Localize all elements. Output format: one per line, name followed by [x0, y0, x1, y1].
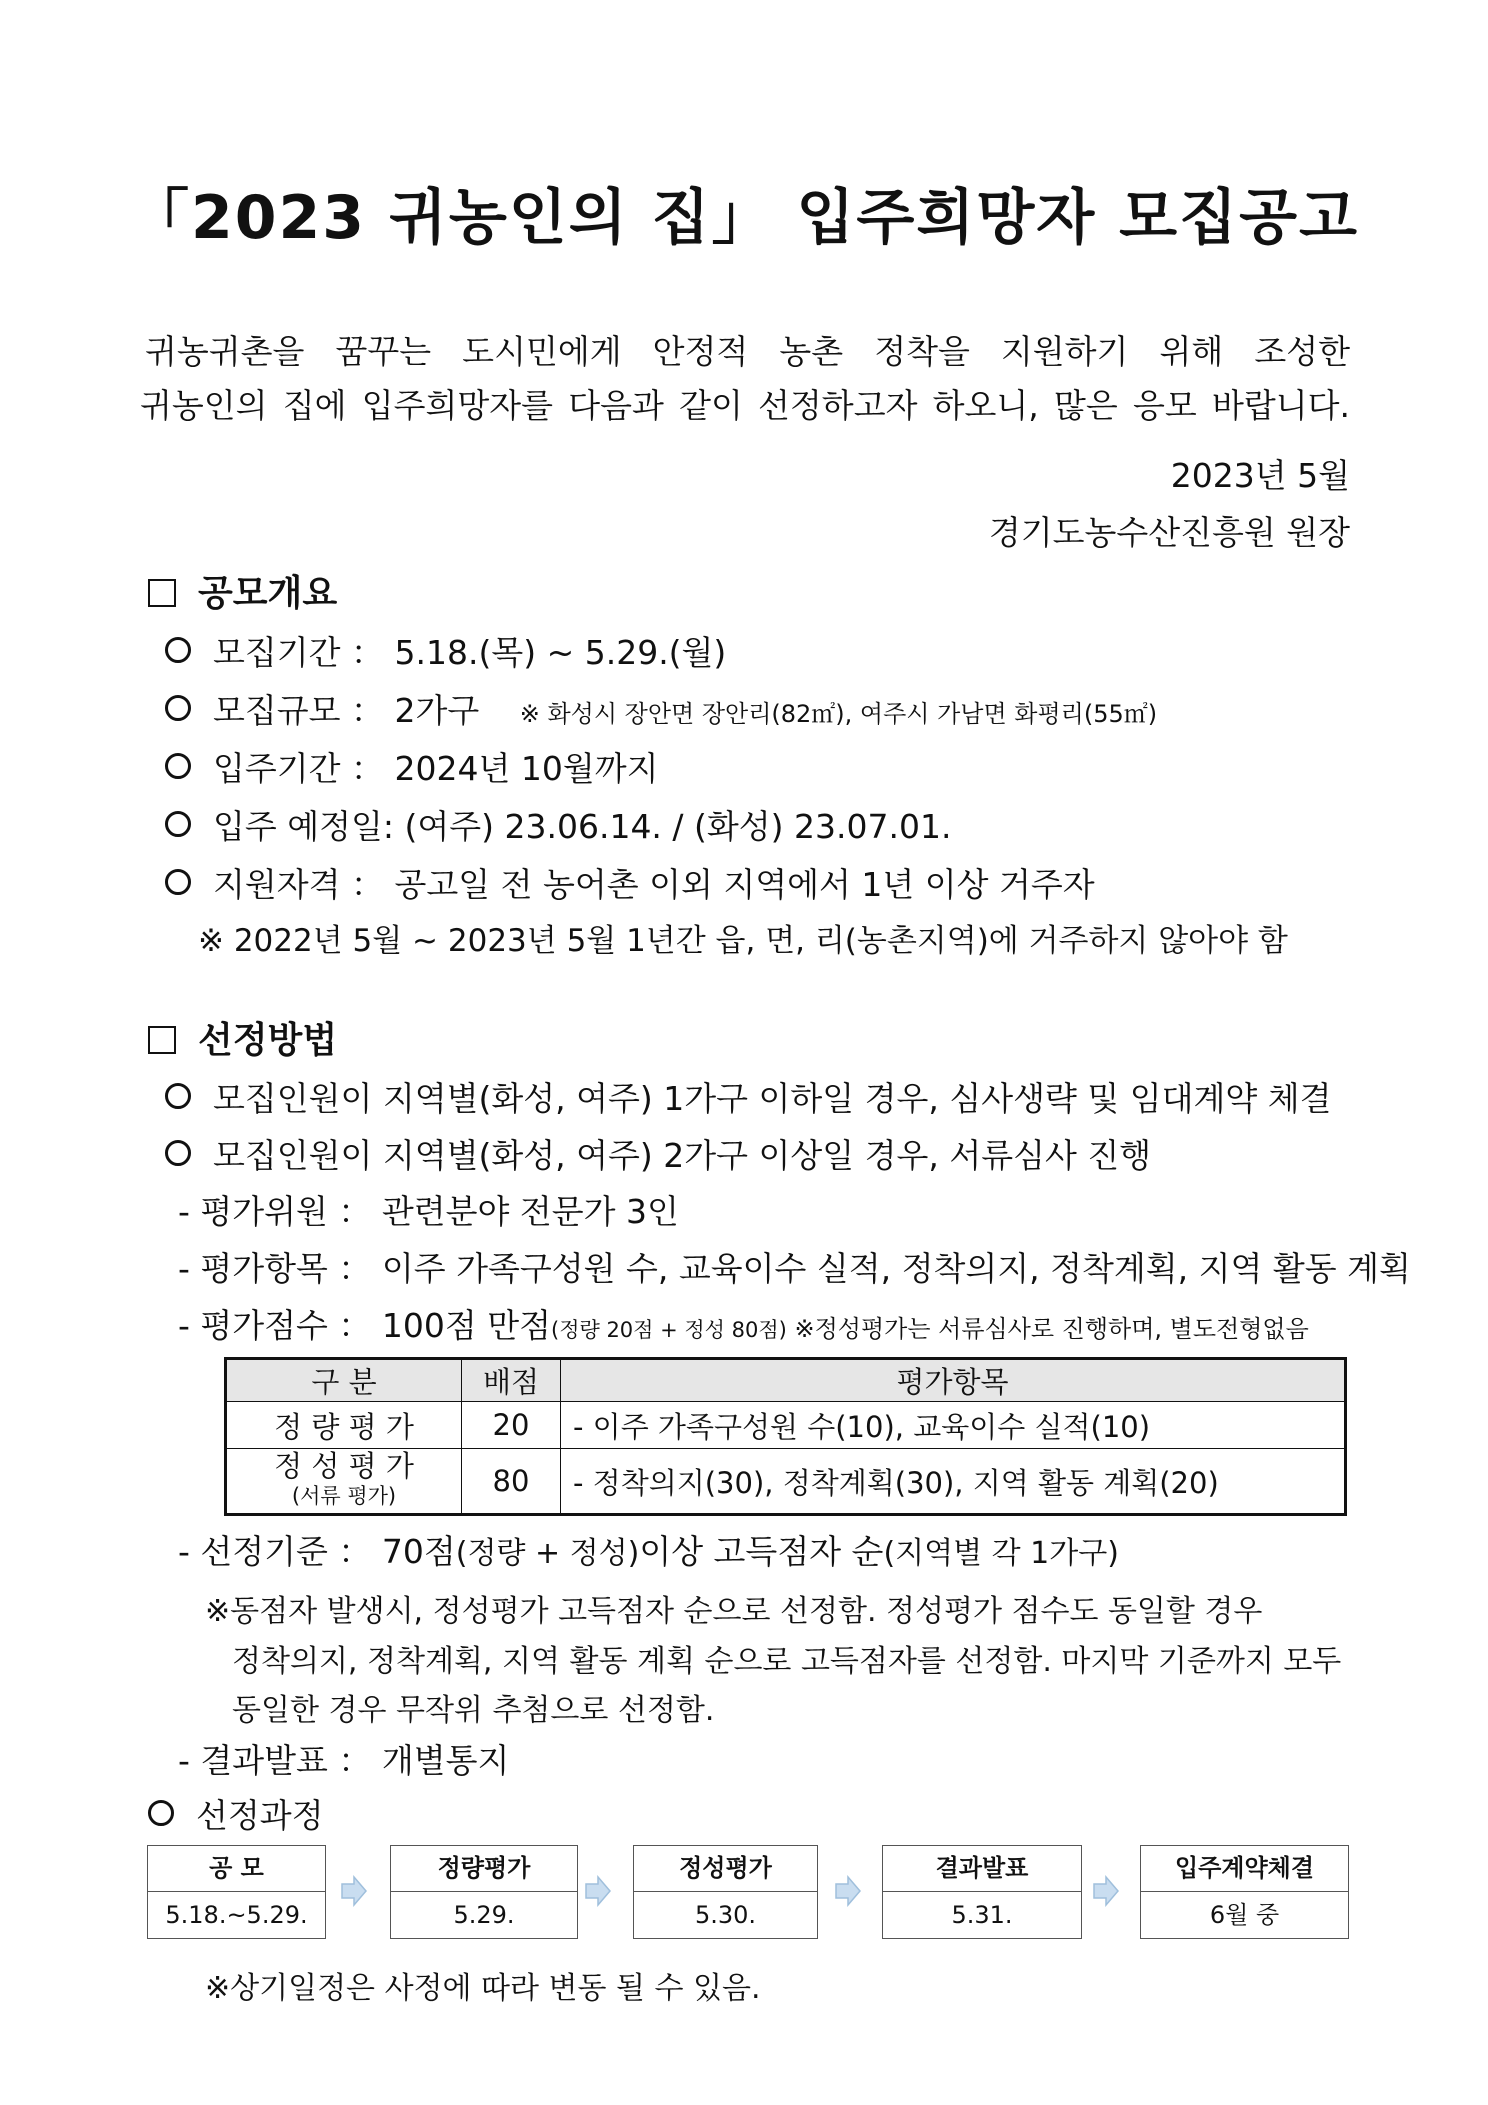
section-overview-heading: [148, 565, 337, 616]
table-header-row: [226, 1359, 1346, 1402]
overview-item-label: 입주기간 ： 2024년 10월까지: [213, 749, 659, 788]
process-step-date: 5.18.~5.29.: [165, 1901, 308, 1929]
overview-item-label: 모집규모 ： 2가구: [213, 691, 480, 730]
overview-item-move-in-date: [165, 801, 951, 848]
circle-bullet-icon: [165, 753, 191, 779]
overview-item-label: 지원자격 ： 공고일 전 농어촌 이외 지역에서 1년 이상 거주자: [213, 865, 1095, 904]
process-step-label: 결과발표: [883, 1846, 1081, 1892]
tie-note-line-1: ※동점자 발생시, 정성평가 고득점자 순으로 선정함. 정성평가 점수도 동일할 경우: [205, 1594, 1263, 1629]
circle-bullet-icon: [165, 637, 191, 663]
table-header-items: 평가항목: [561, 1359, 1346, 1402]
table-header-category: 구 분: [226, 1359, 462, 1402]
process-step-contract: [1140, 1845, 1349, 1939]
intro-line-1: 귀농귀촌을 꿈꾸는 도시민에게 안정적 농촌 정착을 지원하기 위해 조성한: [145, 332, 1350, 371]
overview-item-residence-period: [165, 743, 658, 790]
process-step-date: 5.29.: [453, 1901, 515, 1929]
method-bullet-text: 모집인원이 지역별(화성, 여주) 2가구 이상일 경우, 서류심사 진행: [213, 1136, 1152, 1175]
process-step-quantitative: [390, 1845, 578, 1939]
square-bullet-icon: [148, 579, 176, 607]
criteria-region: (지역별 각 1가구): [883, 1536, 1119, 1571]
table-row: [226, 1402, 1346, 1449]
circle-bullet-icon: [165, 869, 191, 895]
eval-score-breakdown: (정량 20점 + 정성 80점): [551, 1318, 787, 1342]
process-step-label: 정성평가: [634, 1846, 817, 1892]
process-step-label: 입주계약체결: [1141, 1846, 1348, 1892]
eval-items: - 평가항목 ： 이주 가족구성원 수, 교육이수 실적, 정착의지, 정착계획, 지역 활동 계획: [178, 1249, 1411, 1288]
table-cell-score: 80: [462, 1449, 561, 1515]
process-step-date: 5.30.: [694, 1901, 757, 1929]
issuer: 경기도농수산진흥원 원장: [988, 513, 1350, 552]
eval-score-main: - 평가점수 ： 100점 만점: [178, 1306, 551, 1345]
right-arrow-icon: [1092, 1875, 1120, 1907]
table-cell-score: 20: [462, 1402, 561, 1449]
table-header-score: 배점: [462, 1359, 561, 1402]
result-announcement: - 결과발표 ： 개별통지: [178, 1741, 510, 1780]
evaluation-table: [224, 1357, 1347, 1516]
process-step-label: 정량평가: [391, 1846, 577, 1892]
method-bullet-text: 모집인원이 지역별(화성, 여주) 1가구 이하일 경우, 심사생략 및 임대계약 체결: [213, 1079, 1332, 1118]
section-method-heading: [148, 1012, 337, 1063]
intro-line-2: 귀농인의 집에 입주희망자를 다음과 같이 선정하고자 하오니, 많은 응모 바랍니다.: [140, 386, 1350, 425]
overview-item-scale: [165, 685, 1157, 732]
announcement-date: 2023년 5월: [1170, 456, 1350, 495]
process-step-announce: [147, 1845, 326, 1939]
overview-item-label: 모집기간 ： 5.18.(목) ~ 5.29.(월): [213, 633, 727, 672]
overview-item-eligibility: [165, 859, 1095, 906]
process-note: ※상기일정은 사정에 따라 변동 될 수 있음.: [205, 1971, 761, 2006]
circle-bullet-icon: [165, 695, 191, 721]
right-arrow-icon: [340, 1875, 368, 1907]
section-overview-title: 공모개요: [198, 573, 338, 614]
process-step-label: 공 모: [148, 1846, 325, 1892]
table-cell-category-label: 정 성 평 가: [274, 1449, 414, 1483]
circle-bullet-icon: [165, 1083, 191, 1109]
eval-score: [178, 1300, 1309, 1347]
tie-note-line-3: 동일한 경우 무작위 추첨으로 선정함.: [232, 1693, 715, 1728]
method-bullet-1: [165, 1073, 1331, 1120]
method-bullet-2: [165, 1130, 1151, 1177]
selection-criteria: [178, 1526, 1119, 1573]
eval-score-note: ※정성평가는 서류심사로 진행하며, 별도전형없음: [786, 1315, 1309, 1343]
process-step-result: [882, 1845, 1082, 1939]
table-row: [226, 1449, 1346, 1515]
overview-item-label: 입주 예정일: (여주) 23.06.14. / (화성) 23.07.01.: [213, 807, 952, 846]
right-arrow-icon: [834, 1875, 862, 1907]
eval-committee: - 평가위원 ： 관련분야 전문가 3인: [178, 1192, 679, 1231]
criteria-paren: (정량 + 정성): [455, 1536, 640, 1571]
process-heading: [148, 1790, 324, 1837]
table-cell-category: [226, 1449, 462, 1515]
criteria-text-2: 이상 고득점자 순: [639, 1532, 884, 1571]
circle-bullet-icon: [165, 1140, 191, 1166]
process-step-date: 5.31.: [951, 1901, 1013, 1929]
square-bullet-icon: [148, 1026, 176, 1054]
overview-item-period: [165, 627, 726, 674]
table-cell-category: 정 량 평 가: [226, 1402, 462, 1449]
criteria-text: - 선정기준 ： 70점: [178, 1532, 456, 1571]
page-title: 「2023 귀농인의 집」 입주희망자 모집공고: [129, 183, 1359, 253]
section-method-title: 선정방법: [198, 1020, 338, 1061]
process-step-date: 6월 중: [1209, 1901, 1280, 1929]
table-cell-category-sub: (서류 평가): [291, 1484, 397, 1508]
right-arrow-icon: [584, 1875, 612, 1907]
tie-note-line-2: 정착의지, 정착계획, 지역 활동 계획 순으로 고득점자를 선정함. 마지막 기준까지 모두: [232, 1644, 1342, 1679]
circle-bullet-icon: [148, 1800, 174, 1826]
table-cell-items: - 정착의지(30), 정착계획(30), 지역 활동 계획(20): [561, 1449, 1346, 1515]
eligibility-note: ※ 2022년 5월 ~ 2023년 5월 1년간 읍, 면, 리(농촌지역)에 거주하지 않아야 함: [198, 923, 1288, 959]
overview-scale-note: ※ 화성시 장안면 장안리(82㎡), 여주시 가남면 화평리(55㎡): [519, 700, 1158, 728]
circle-bullet-icon: [165, 811, 191, 837]
process-step-qualitative: [633, 1845, 818, 1939]
table-cell-items: - 이주 가족구성원 수(10), 교육이수 실적(10): [561, 1402, 1346, 1449]
process-heading-text: 선정과정: [196, 1796, 324, 1835]
